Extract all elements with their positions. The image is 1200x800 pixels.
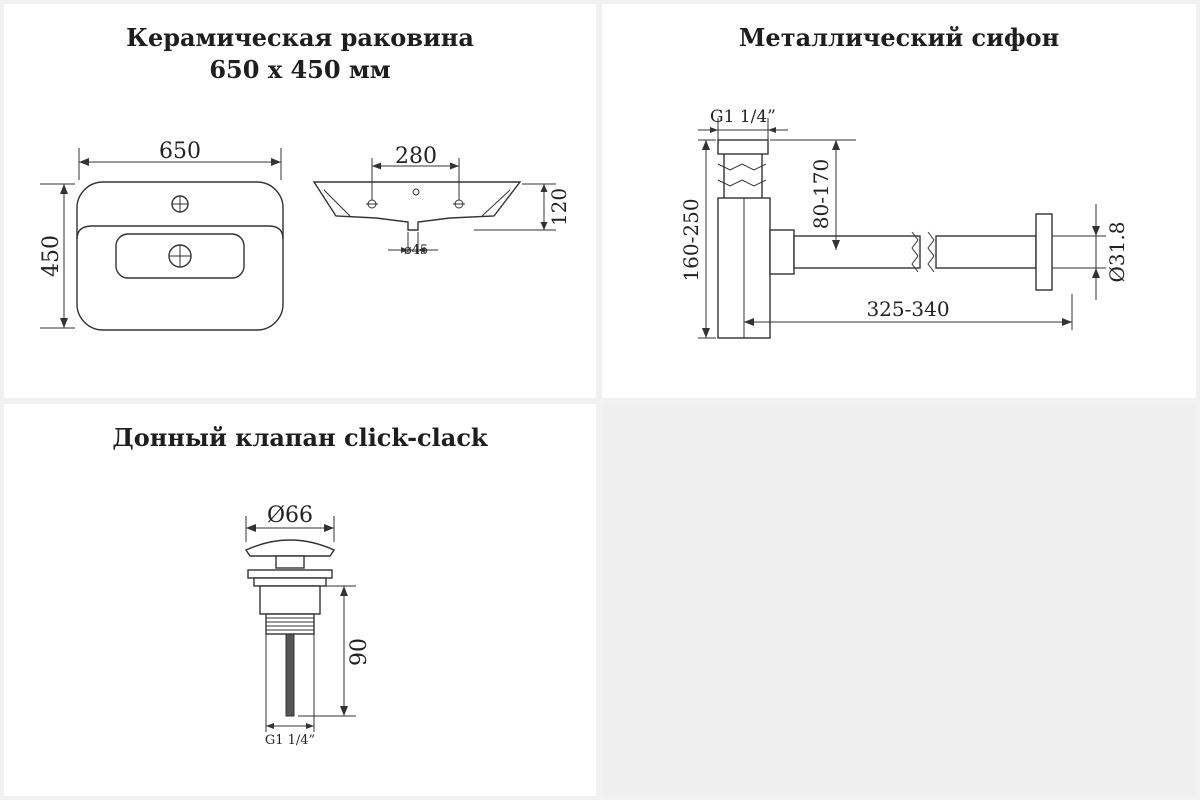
- hole-center-icon: [413, 189, 419, 195]
- dim-depth: 450: [39, 235, 64, 277]
- siphon-outlet-nut: [770, 230, 794, 274]
- valve-rod: [286, 634, 294, 716]
- dim-height-range: 160-250: [679, 198, 703, 282]
- dim-valve-height: 90: [347, 638, 372, 666]
- valve-body: [260, 586, 320, 614]
- dim-thread: G1 1/4”: [710, 107, 776, 127]
- dim-pipe-dia: Ø31.8: [1105, 221, 1129, 283]
- siphon-panel: [602, 4, 1196, 398]
- siphon-title: Металлический сифон: [738, 23, 1060, 52]
- dim-offset-range: 80-170: [809, 158, 833, 230]
- sink-panel: [4, 4, 596, 398]
- siphon-drawing: [602, 4, 1196, 398]
- dim-cap-dia: Ø66: [266, 503, 314, 528]
- hole-right-icon: [453, 200, 465, 208]
- siphon-pipe-a: [794, 236, 920, 268]
- dim-length-range: 325-340: [866, 297, 950, 321]
- valve-title: Донный клапан click-clack: [112, 423, 488, 452]
- sink-title-line2: 650 x 450 мм: [209, 55, 391, 84]
- siphon-top-nut: [718, 140, 768, 154]
- dim-height: 120: [547, 187, 571, 227]
- empty-panel: [602, 404, 1196, 796]
- sink-title-line1: Керамическая раковина: [126, 23, 474, 52]
- siphon-wall-flange: [1036, 214, 1052, 290]
- valve-drawing: [4, 404, 596, 796]
- drain-hole-icon: [169, 245, 191, 267]
- hole-left-icon: [366, 200, 378, 208]
- siphon-pipe-b: [936, 236, 1036, 268]
- dim-drain: ø45: [403, 243, 429, 258]
- sink-drawing: [4, 4, 596, 398]
- break-mark-upper: [718, 164, 766, 186]
- valve-stem-top: [276, 556, 304, 568]
- valve-panel: [4, 404, 596, 796]
- dim-holes: 280: [395, 144, 437, 169]
- faucet-hole-icon: [172, 196, 188, 212]
- valve-flange: [248, 570, 332, 578]
- sink-rim-line: [77, 226, 283, 239]
- dim-valve-thread: G1 1/4”: [264, 733, 316, 748]
- valve-thread: [266, 614, 314, 634]
- valve-cap: [246, 540, 334, 556]
- dim-width: 650: [159, 139, 201, 164]
